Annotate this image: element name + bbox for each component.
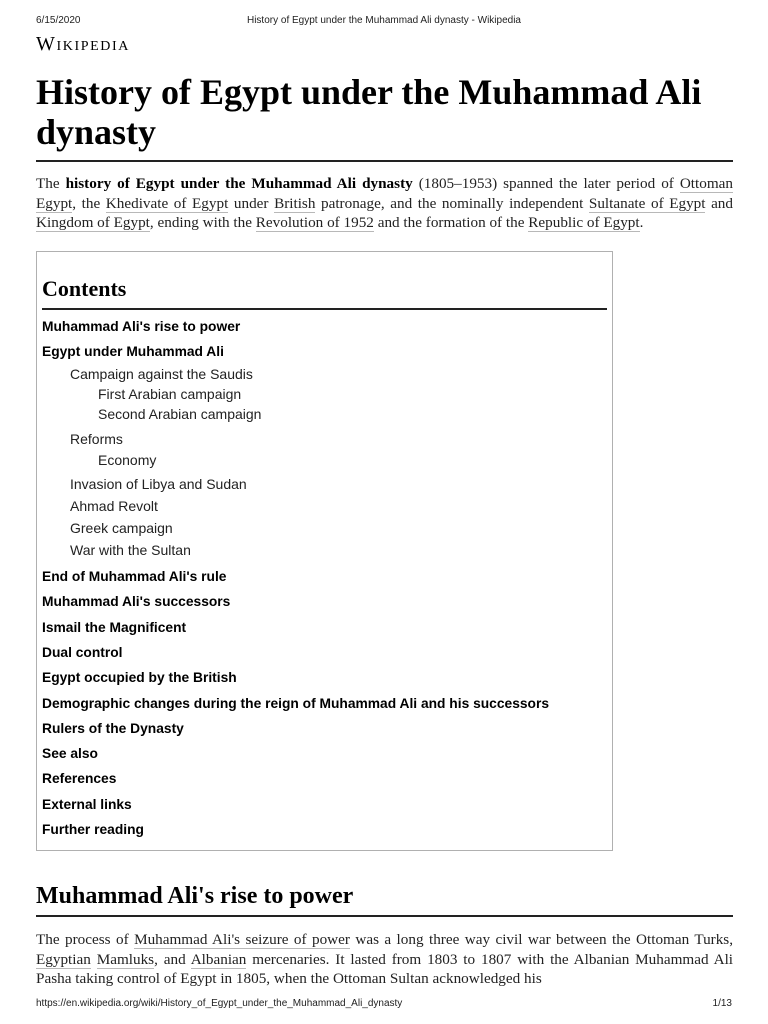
table-of-contents [36,251,613,852]
lead-text: , ending with the [149,214,256,231]
toc-item[interactable]: Muhammad Ali's successors [42,594,231,610]
toc-subitem[interactable]: War with the Sultan [70,542,191,559]
paragraph-text: , and [154,950,191,968]
lead-text: under [228,194,275,212]
toc-subitem[interactable]: Ahmad Revolt [70,498,158,515]
link-ottoman-egypt[interactable]: Ottoman Egypt [36,175,733,212]
lead-text: and the formation of the [373,214,529,231]
toc-item[interactable]: References [42,771,117,787]
link-muhammad-ali-seizure-of-power[interactable]: Muhammad Ali's seizure of power [134,931,350,949]
toc-list [42,314,607,843]
link-mamluks[interactable]: Mamluks [96,950,155,968]
toc-subsubitem[interactable]: Second Arabian campaign [98,406,262,423]
toc-item[interactable]: End of Muhammad Ali's rule [42,569,227,585]
print-footer [36,998,732,1012]
print-page-number: 1/13 [712,998,732,1009]
section-paragraph [36,930,733,989]
article-content [36,72,733,989]
toc-item[interactable]: Egypt under Muhammad Ali [42,343,224,359]
link-republic-of-egypt[interactable]: Republic of Egypt [528,214,640,231]
link-british[interactable]: British [274,194,316,212]
toc-subitem[interactable]: Invasion of Libya and Sudan [70,476,247,493]
print-url: https://en.wikipedia.org/wiki/History_of_Egypt_under_the_Muhammad_Ali_dynasty [36,998,403,1009]
toc-item[interactable]: Demographic changes during the reign of Muhammad Ali and his successors [42,695,550,711]
print-page-title: History of Egypt under the Muhammad Ali dynasty - Wikipedia [246,15,521,26]
lead-text: patronage, and the nominally independent [315,194,589,212]
toc-item[interactable]: Further reading [42,822,144,838]
toc-item[interactable]: Rulers of the Dynasty [42,720,184,736]
toc-item[interactable]: Egypt occupied by the British [42,670,237,686]
toc-subitem[interactable]: Greek campaign [70,520,173,537]
link-kingdom-of-egypt[interactable]: Kingdom of Egypt [36,214,150,231]
toc-item[interactable]: See also [42,746,98,762]
paragraph-text: The process of [36,931,135,949]
toc-item[interactable]: Ismail the Magnificent [42,619,187,635]
toc-subsubitem[interactable]: Economy [98,452,157,469]
wikipedia-wordmark[interactable]: Wikipedia [36,33,130,55]
toc-subitem[interactable]: Reforms [70,431,123,448]
toc-title: Contents [42,276,607,310]
link-egyptian[interactable]: Egyptian [36,950,91,968]
link-albanian[interactable]: Albanian [190,950,247,968]
lead-text: The [36,175,66,192]
print-header [36,15,732,29]
page-title: History of Egypt under the Muhammad Ali dynasty [36,72,733,162]
paragraph-text [91,951,97,968]
toc-subsubitem[interactable]: First Arabian campaign [98,386,242,403]
lead-text: . [639,214,644,231]
lead-text: (1805–1953) spanned the later period of [412,175,680,192]
toc-subitem[interactable]: Campaign against the Saudis [70,366,253,383]
section-heading: Muhammad Ali's rise to power [36,881,733,917]
paragraph-text: was a long three way civil war between the Ottoman Turks, [349,931,734,949]
lead-paragraph [36,174,733,233]
toc-item[interactable]: Dual control [42,644,123,660]
link-khedivate-of-egypt[interactable]: Khedivate of Egypt [105,194,229,212]
paragraph-text: mercenaries. It lasted from 1803 to 1807 with the Albanian Muhammad Ali Pasha taking control of Egypt in 1805, when the Ottoman Sultan acknowledged his [36,950,734,988]
lead-text: , the [72,194,106,212]
lead-text: and [705,194,733,212]
print-date: 6/15/2020 [36,15,81,26]
lead-bold-title: history of Egypt under the Muhammad Ali dynasty [65,175,413,192]
toc-item[interactable]: External links [42,796,132,812]
link-sultanate-of-egypt[interactable]: Sultanate of Egypt [588,194,706,212]
toc-item[interactable]: Muhammad Ali's rise to power [42,318,241,334]
link-revolution-of-1952[interactable]: Revolution of 1952 [255,214,374,231]
